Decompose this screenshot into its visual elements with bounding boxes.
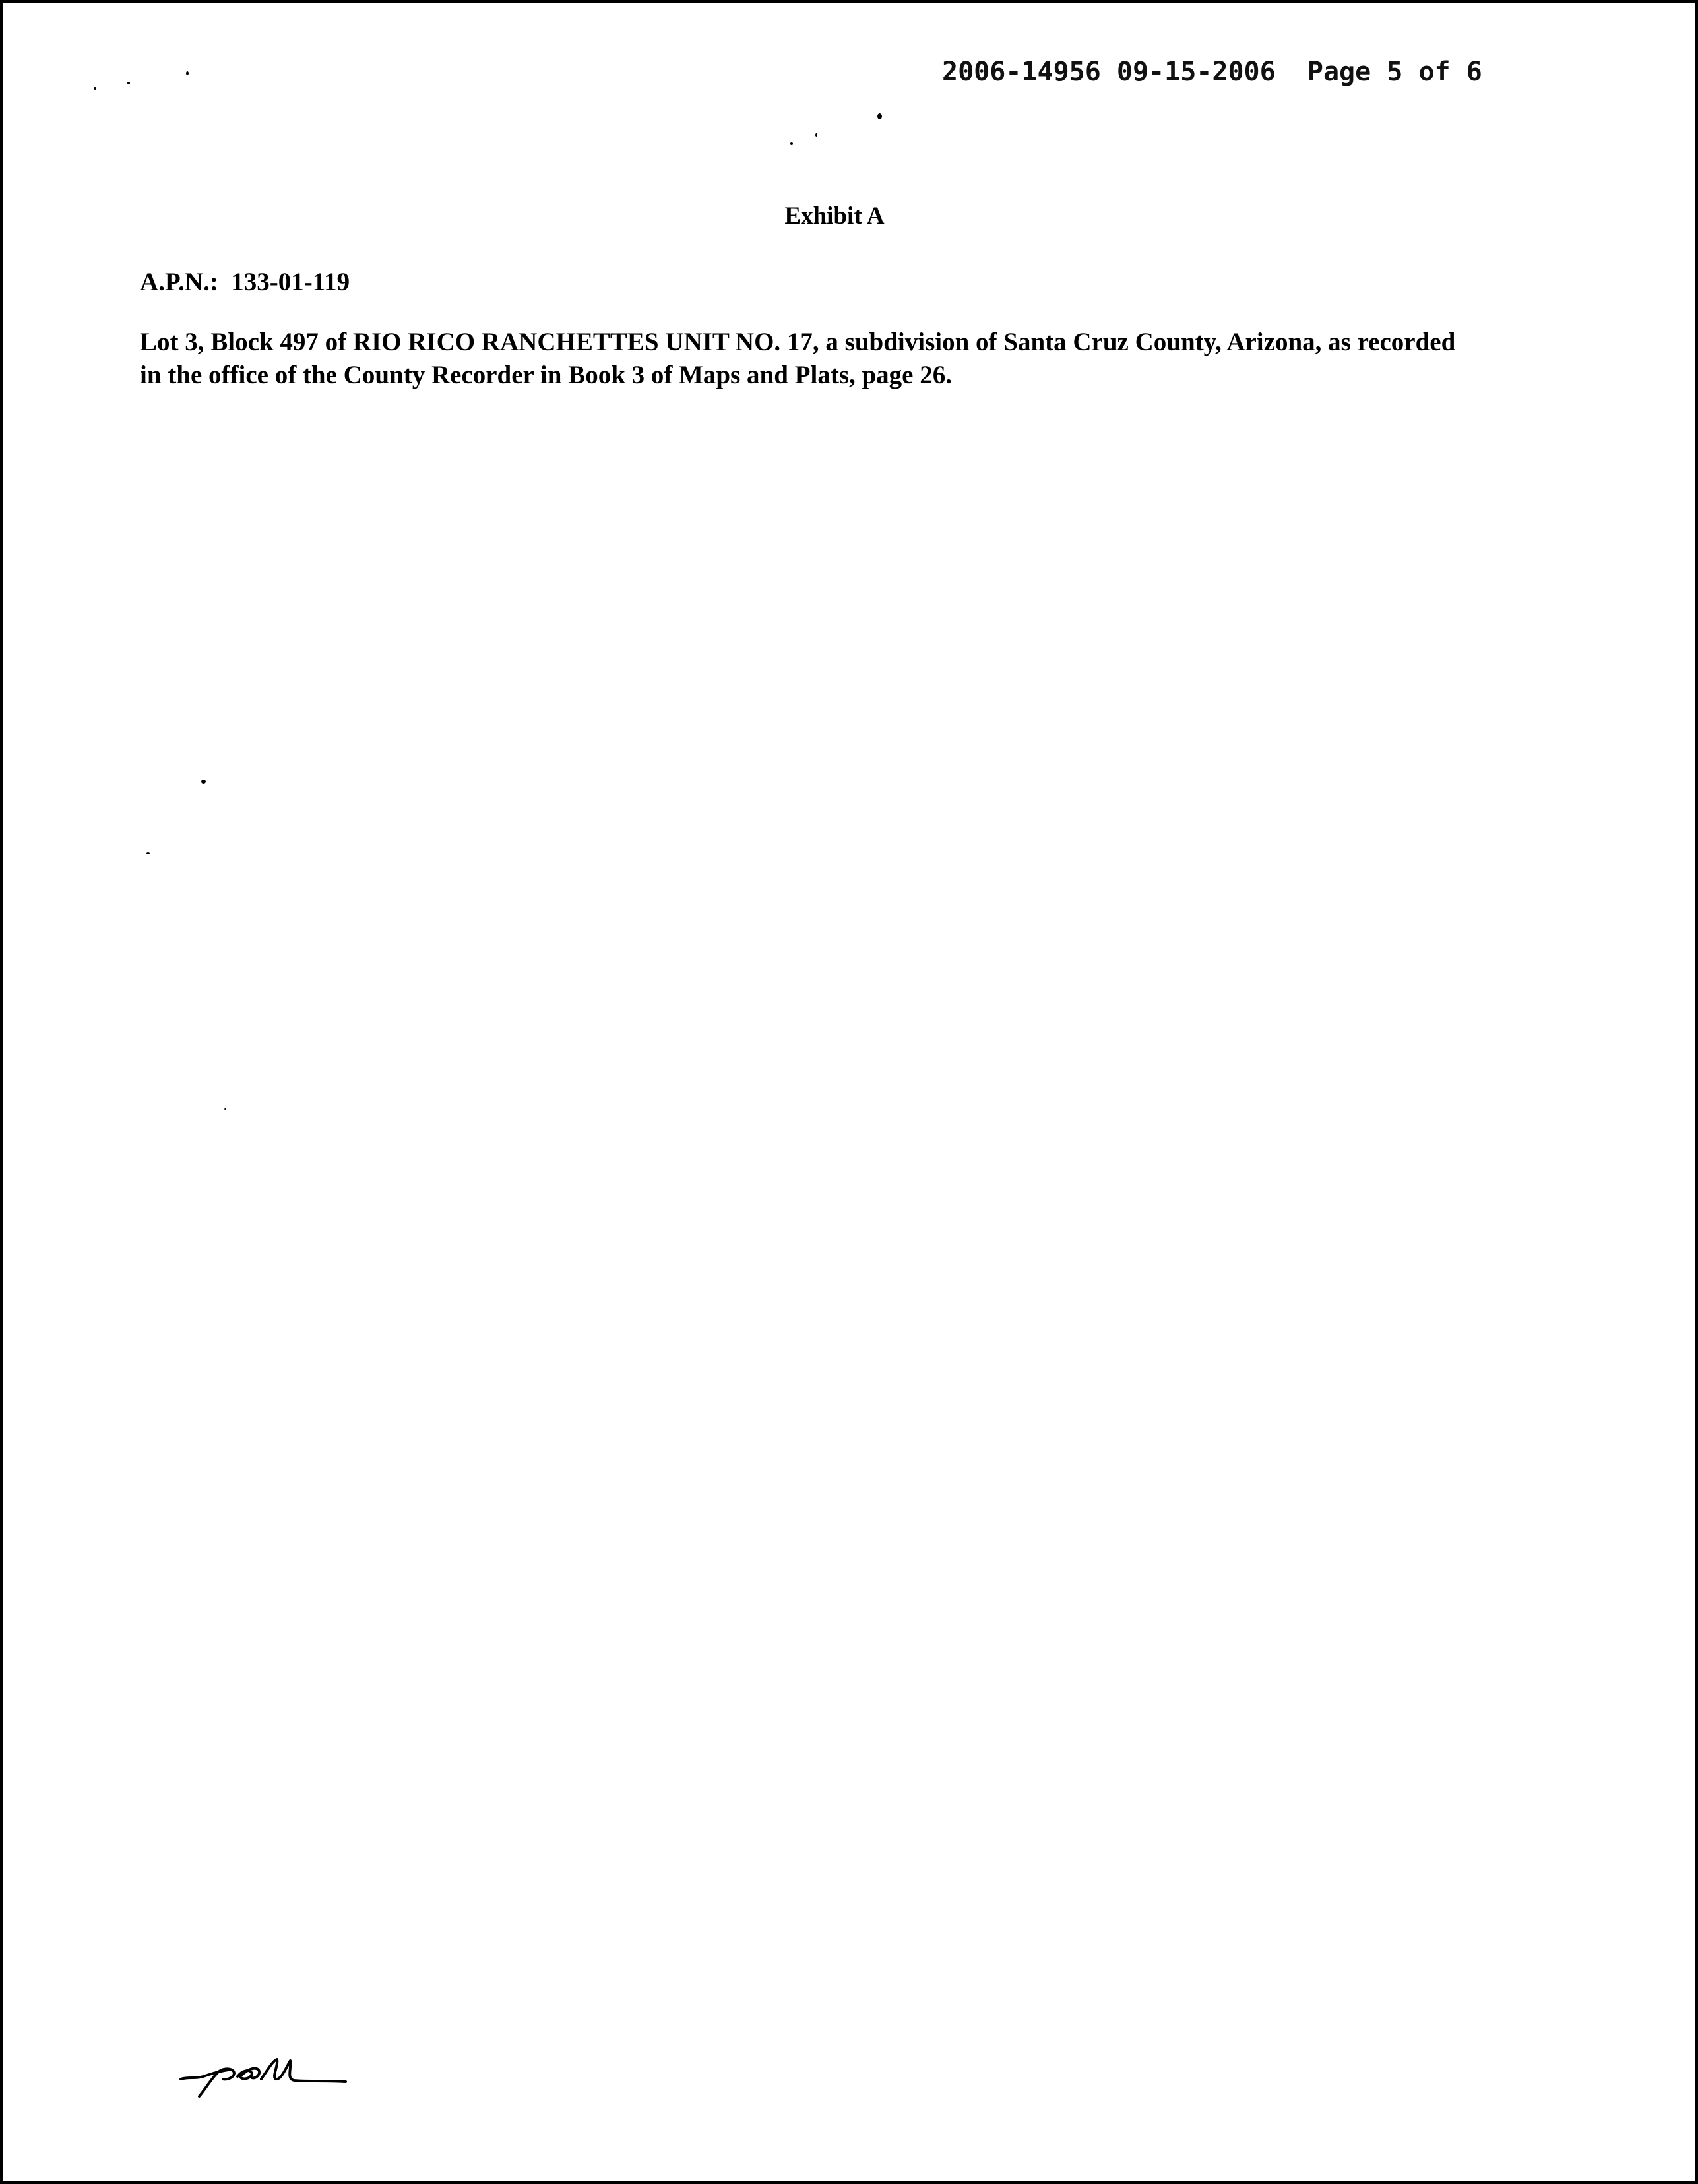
scan-speck bbox=[877, 113, 882, 119]
scan-speck bbox=[186, 71, 189, 75]
legal-description bbox=[140, 326, 1545, 392]
recording-stamp: 2006-14956 09-15-2006 Page 5 of 6 bbox=[942, 57, 1482, 87]
scan-speck bbox=[790, 142, 793, 145]
scan-border-right bbox=[1695, 0, 1698, 2184]
legal-description-line: Lot 3, Block 497 of RIO RICO RANCHETTES UNIT NO. 17, a subdivision of Santa Cruz County, Arizona, as recorded bbox=[140, 328, 1456, 356]
scan-speck bbox=[146, 852, 150, 854]
legal-description-line: in the office of the County Recorder in Book 3 of Maps and Plats, page 26. bbox=[140, 361, 952, 389]
scan-speck bbox=[94, 87, 96, 90]
exhibit-title: Exhibit A bbox=[784, 203, 885, 230]
scan-border-top bbox=[0, 0, 1698, 3]
scan-speck bbox=[201, 780, 206, 784]
apn-line: A.P.N.: 133-01-119 bbox=[140, 268, 350, 296]
scan-border-left bbox=[0, 0, 3, 2184]
scan-speck bbox=[224, 1108, 226, 1110]
scan-border-bottom bbox=[0, 2181, 1698, 2184]
scan-speck bbox=[127, 82, 130, 84]
handwritten-initials bbox=[173, 2050, 358, 2103]
scan-speck bbox=[815, 133, 817, 137]
